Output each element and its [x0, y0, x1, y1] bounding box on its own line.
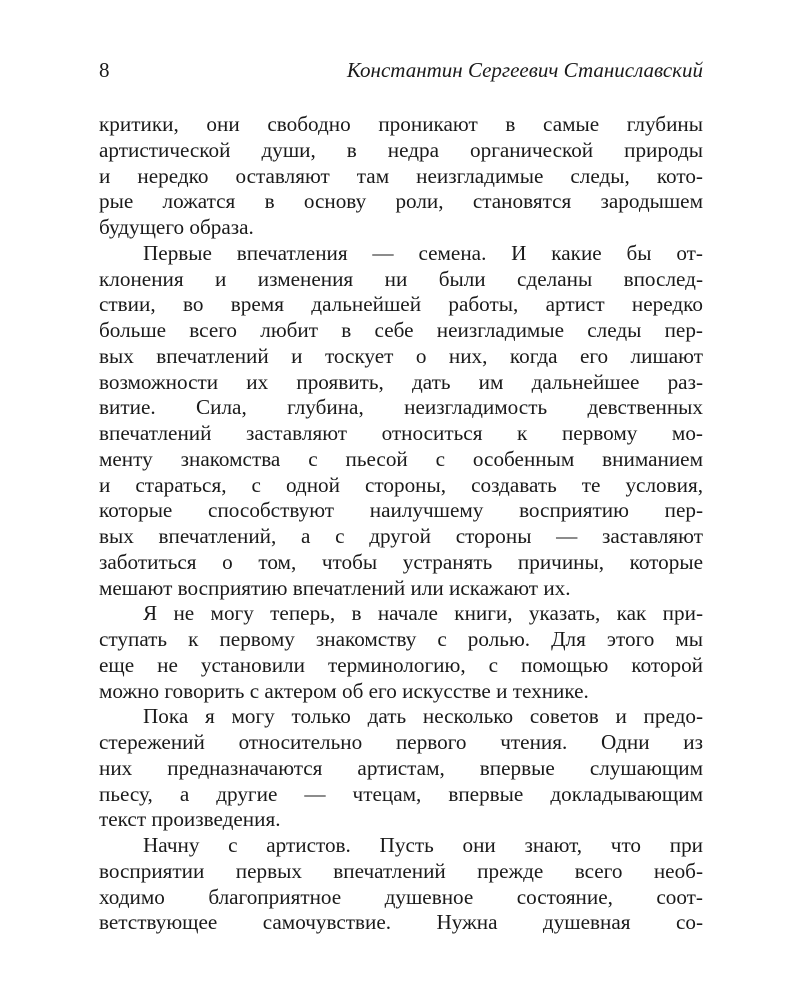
text-line: витие. Сила, глубина, неизгладимость девственных	[99, 395, 703, 420]
text-line: еще не установили терминологию, с помощью которой	[99, 652, 703, 677]
text-line: мешают восприятию впечатлений или искажают их.	[99, 575, 571, 600]
text-line: ветствующее самочувствие. Нужна душевная со-	[99, 910, 703, 935]
book-page	[99, 56, 703, 936]
text-line: заботиться о том, чтобы устранять причины, которые	[99, 549, 703, 574]
text-line: клонения и изменения ни были сделаны впослед-	[99, 266, 703, 291]
text-line: артистической души, в недра органической природы	[99, 137, 703, 162]
text-line: которые способствуют наилучшему восприятию пер-	[99, 498, 703, 523]
running-head: Константин Сергеевич Станиславский	[346, 58, 703, 82]
text-line: Пока я могу только дать несколько советов и предо-	[143, 704, 703, 729]
text-line: менту знакомства с пьесой с особенным вниманием	[99, 446, 703, 471]
text-line: Первые впечатления — семена. И какие бы от-	[143, 240, 703, 265]
text-line: вых впечатлений и тоскует о них, когда его лишают	[99, 343, 703, 368]
text-line: текст произведения.	[99, 807, 281, 832]
text-line: пьесу, а другие — чтецам, впервые докладывающим	[99, 781, 703, 806]
text-line: восприятии первых впечатлений прежде всего необ-	[99, 858, 703, 883]
text-line: впечатлений заставляют относиться к первому мо-	[99, 421, 703, 445]
text-line: больше всего любит в себе неизгладимые следы пер-	[99, 318, 703, 342]
page-number: 8	[99, 58, 110, 82]
text-line: вых впечатлений, а с другой стороны — заставляют	[99, 524, 703, 548]
text-line: и нередко оставляют там неизгладимые следы, кото-	[99, 163, 703, 188]
text-line: Я не могу теперь, в начале книги, указать, как при-	[143, 601, 703, 626]
body-text	[99, 112, 703, 936]
text-line: Начну с артистов. Пусть они знают, что при	[143, 833, 703, 857]
text-line: будущего образа.	[99, 215, 254, 239]
text-line: ступать к первому знакомству с ролью. Для этого мы	[99, 627, 703, 651]
text-line: ствии, во время дальнейшей работы, артист нередко	[99, 292, 703, 317]
text-line: критики, они свободно проникают в самые глубины	[99, 112, 703, 136]
text-line: них предназначаются артистам, впервые слушающим	[99, 755, 703, 780]
page-header	[99, 56, 703, 84]
text-line: возможности их проявить, дать им дальнейшее раз-	[99, 369, 703, 394]
text-line: рые ложатся в основу роли, становятся зародышем	[99, 189, 703, 214]
text-line: ходимо благоприятное душевное состояние, соот-	[99, 884, 703, 909]
text-line: и стараться, с одной стороны, создавать те условия,	[99, 472, 703, 497]
text-line: можно говорить с актером об его искусстве и технике.	[99, 678, 589, 703]
text-line: стережений относительно первого чтения. Одни из	[99, 730, 703, 754]
